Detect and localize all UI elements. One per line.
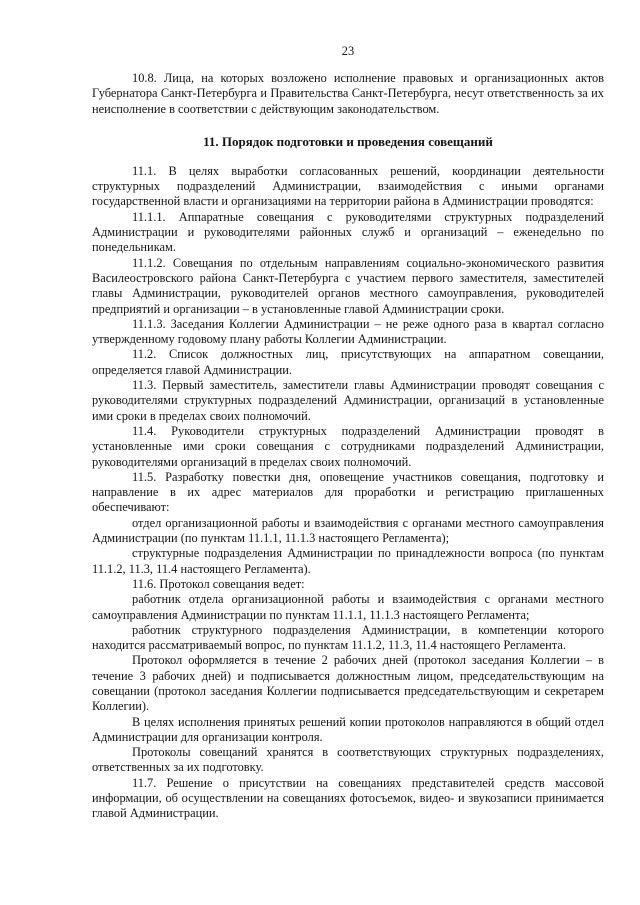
paragraph-11-1: 11.1. В целях выработки согласованных решений, координации деятельности структурных подразделений Администрации, взаимодействия с иными органами государственной власти и организациями на территории района в Администрации проводятся: [92, 163, 604, 209]
page-number: 23 [341, 44, 355, 58]
paragraph-11-3: 11.3. Первый заместитель, заместители главы Администрации проводят совещания с руководителями структурных подразделений Администрации, организаций в установленные ими сроки в пределах своих полномочий. [92, 378, 604, 423]
paragraph-11-1-3: 11.1.3. Заседания Коллегии Администрации – не реже одного раза в квартал согласно утвержденному годовому плану работы Коллегии Администрации. [92, 316, 604, 347]
paragraph-11-7: 11.7. Решение о присутствии на совещаниях представителей средств массовой информации, об осуществлении на совещаниях фотосъемок, видео- и звукозаписи принимается главой Администрации. [92, 775, 604, 821]
paragraph-11-4: 11.4. Руководители структурных подразделений Администрации проводят в установленные ими сроки совещания с сотрудниками подразделений Администрации, руководителями организаций в пределах своих полномочий. [92, 423, 604, 469]
paragraph-11-5: 11.5. Разработку повестки дня, оповещение участников совещания, подготовку и направление в их адрес материалов для проработки и регистрацию приглашенных обеспечивают: [92, 469, 604, 515]
paragraph-protocol-timing: Протокол оформляется в течение 2 рабочих дней (протокол заседания Коллегии – в течение 3 рабочих дней) и подписывается должностным лицом, председательствующим на совещании (протокол заседания Коллегии подписывается председательствующим и секретарем Коллегии). [92, 653, 604, 714]
paragraph-11-1-1: 11.1.1. Аппаратные совещания с руководителями структурных подразделений Администрации и руководителями районных служб и организаций – еженедельно по понедельникам. [92, 209, 604, 255]
paragraph-protocol-storage: Протоколы совещаний хранятся в соответствующих структурных подразделениях, ответственных за их подготовку. [92, 745, 604, 775]
paragraph-11-6: 11.6. Протокол совещания ведет: [132, 576, 305, 591]
paragraph-10-8: 10.8. Лица, на которых возложено исполнение правовых и организационных актов Губернатора Санкт-Петербурга и Правительства Санкт-Петербурга, несут ответственность за их неисполнение в соответствии с действующим законодательством. [92, 71, 604, 116]
paragraph-11-5-item-2: структурные подразделения Администрации по принадлежности вопроса (по пунктам 11.1.2, 11.3, 11.4 настоящего Регламента). [92, 546, 604, 576]
paragraph-11-6-item-2: работник структурного подразделения Администрации, в компетенции которого находится рассматриваемый вопрос, по пунктам 11.1.2, 11.3, 11.4 настоящего Регламента. [92, 622, 604, 653]
paragraph-11-2: 11.2. Список должностных лиц, присутствующих на аппаратном совещании, определяется главой Администрации. [92, 347, 604, 377]
section-heading: 11. Порядок подготовки и проведения совещаний [203, 133, 493, 149]
paragraph-11-6-item-1: работник отдела организационной работы и взаимодействия с органами местного самоуправления Администрации по пунктам 11.1.1, 11.1.3 настоящего Регламента; [92, 592, 604, 622]
paragraph-protocol-copies: В целях исполнения принятых решений копии протоколов направляются в общий отдел Администрации для организации контроля. [92, 714, 604, 744]
paragraph-11-5-item-1: отдел организационной работы и взаимодействия с органами местного самоуправления Администрации (по пунктам 11.1.1, 11.1.3 настоящего Регламента); [92, 515, 604, 546]
paragraph-11-1-2: 11.1.2. Совещания по отдельным направлениям социально-экономического развития Василеостровского района Санкт-Петербурга с участием первого заместителя, заместителей главы Администрации, руководителей органов местного самоуправления, руководителей предприятий и организации – в установленные главой Администрации сроки. [92, 255, 604, 316]
